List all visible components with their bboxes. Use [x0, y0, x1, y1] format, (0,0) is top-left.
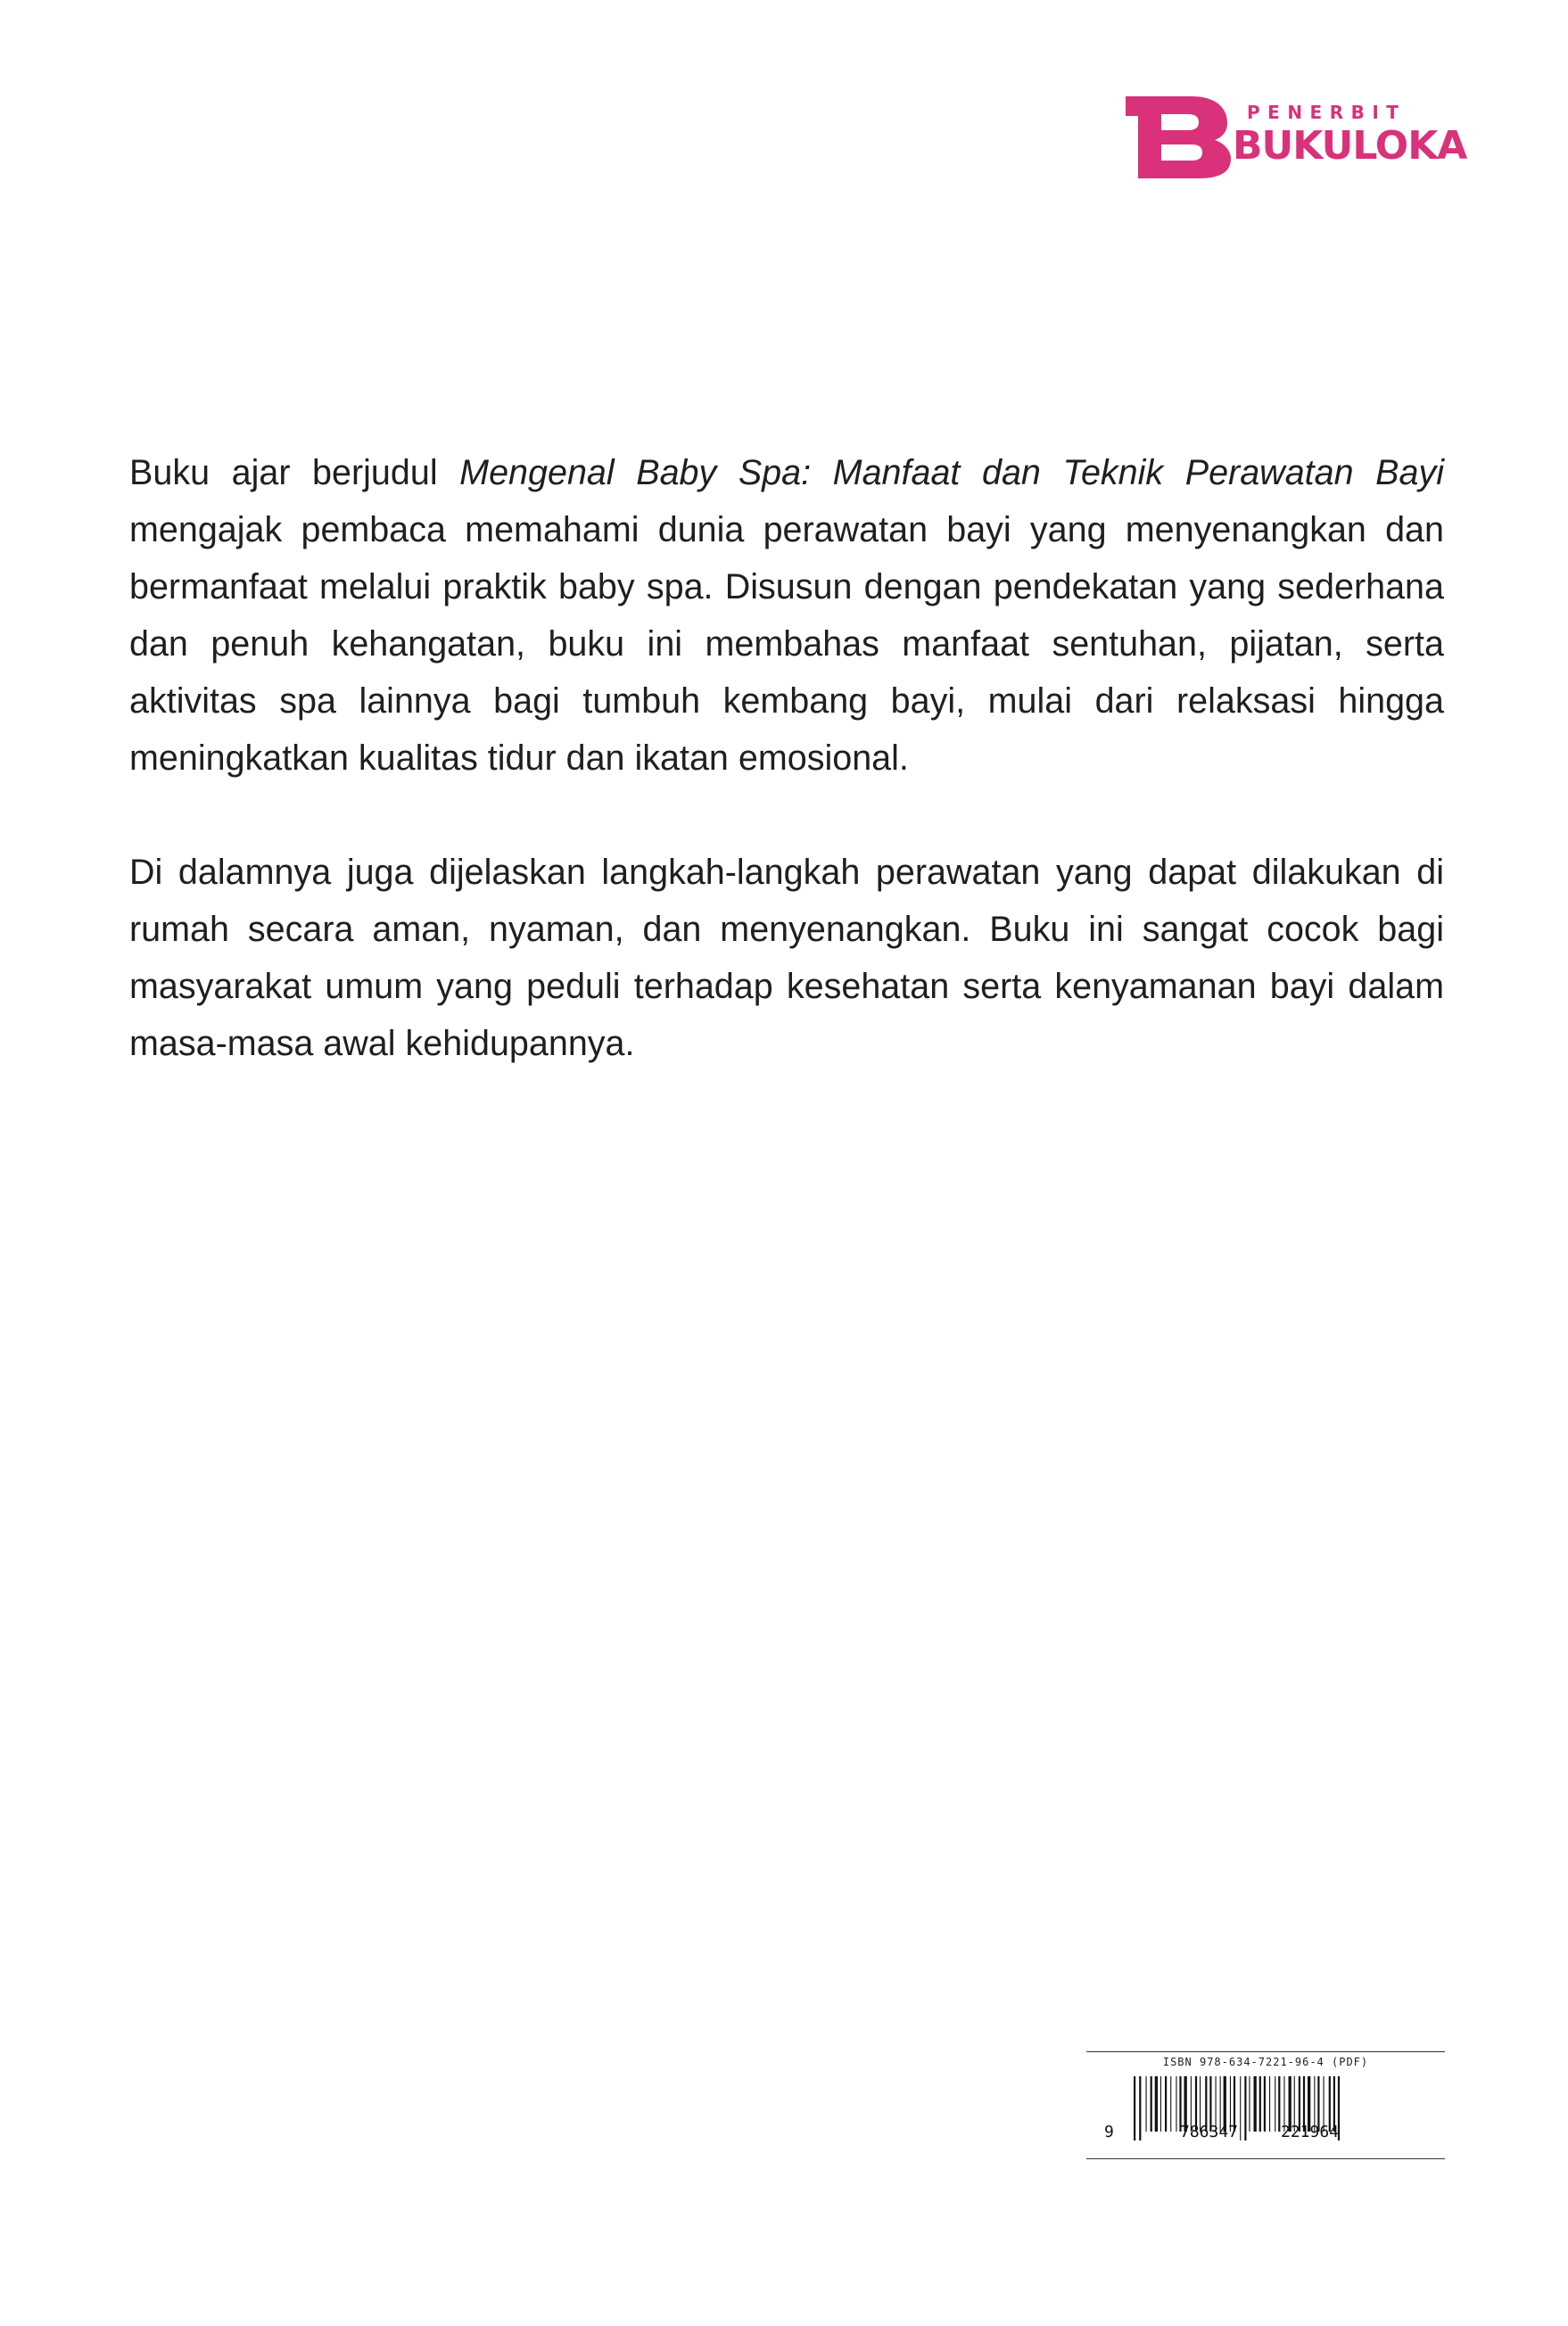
barcode-bar [1264, 2076, 1266, 2132]
barcode-bar [1244, 2076, 1246, 2140]
back-cover-blurb [129, 444, 1444, 1072]
barcode-bar [1165, 2076, 1167, 2132]
barcode-bar [1155, 2076, 1158, 2132]
logo-kicker-text: PENERBIT [1247, 102, 1407, 123]
publisher-logo [1126, 96, 1467, 178]
barcode-digits-right: 221964 [1281, 2123, 1340, 2141]
barcode-bar [1269, 2076, 1270, 2132]
blurb-paragraph-2: Di dalamnya juga dijelaskan langkah-langkah perawatan yang dapat dilakukan di rumah secara aman, nyaman, dan menyenangkan. Buku ini sangat cocok bagi masyarakat umum yang peduli terhadap kesehatan serta kenyamanan bayi dalam masa-masa awal kehidupannya. [129, 853, 1444, 1063]
logo-b-mark-icon [1126, 96, 1231, 178]
barcode-bar [1146, 2076, 1147, 2132]
book-title-italic: Mengenal Baby Spa: Manfaat dan Teknik Perawatan Bayi [459, 453, 1444, 492]
barcode-bar [1254, 2076, 1257, 2132]
barcode-bar [1240, 2076, 1241, 2140]
blurb-rest-text: mengajak pembaca memahami dunia perawatan bayi yang menyenangkan dan bermanfaat melalui praktik baby spa. Disusun dengan pendekatan yang sederhana dan penuh kehangatan, buku ini membahas manfaat sentuhan, pijatan, serta aktivitas spa lainnya bagi tumbuh kembang bayi, mulai dari relaksasi hingga meningkatkan kualitas tidur dan ikatan emosional. [129, 510, 1444, 778]
logo-name-text: BUKULOKA [1233, 123, 1467, 169]
barcode-bar [1160, 2076, 1161, 2132]
barcode-bar [1259, 2076, 1261, 2132]
barcode-digits-left: 786347 [1180, 2123, 1239, 2141]
barcode-bar [1249, 2076, 1250, 2132]
blurb-lead-text: Buku ajar berjudul [129, 453, 460, 492]
barcode-bar [1134, 2076, 1135, 2140]
barcode-icon [1134, 2076, 1389, 2140]
isbn-top-rule [1086, 2051, 1445, 2052]
barcode-bar [1170, 2076, 1171, 2132]
isbn-bottom-rule [1086, 2158, 1445, 2159]
barcode-bar [1151, 2076, 1152, 2132]
isbn-barcode-block [1086, 2051, 1445, 2160]
barcode-digit-first: 9 [1104, 2123, 1114, 2141]
isbn-label: ISBN 978-634-7221-96-4 (PDF) [1162, 2056, 1369, 2068]
barcode-bar [1139, 2076, 1141, 2140]
blurb-paragraph-1 [129, 444, 1444, 787]
